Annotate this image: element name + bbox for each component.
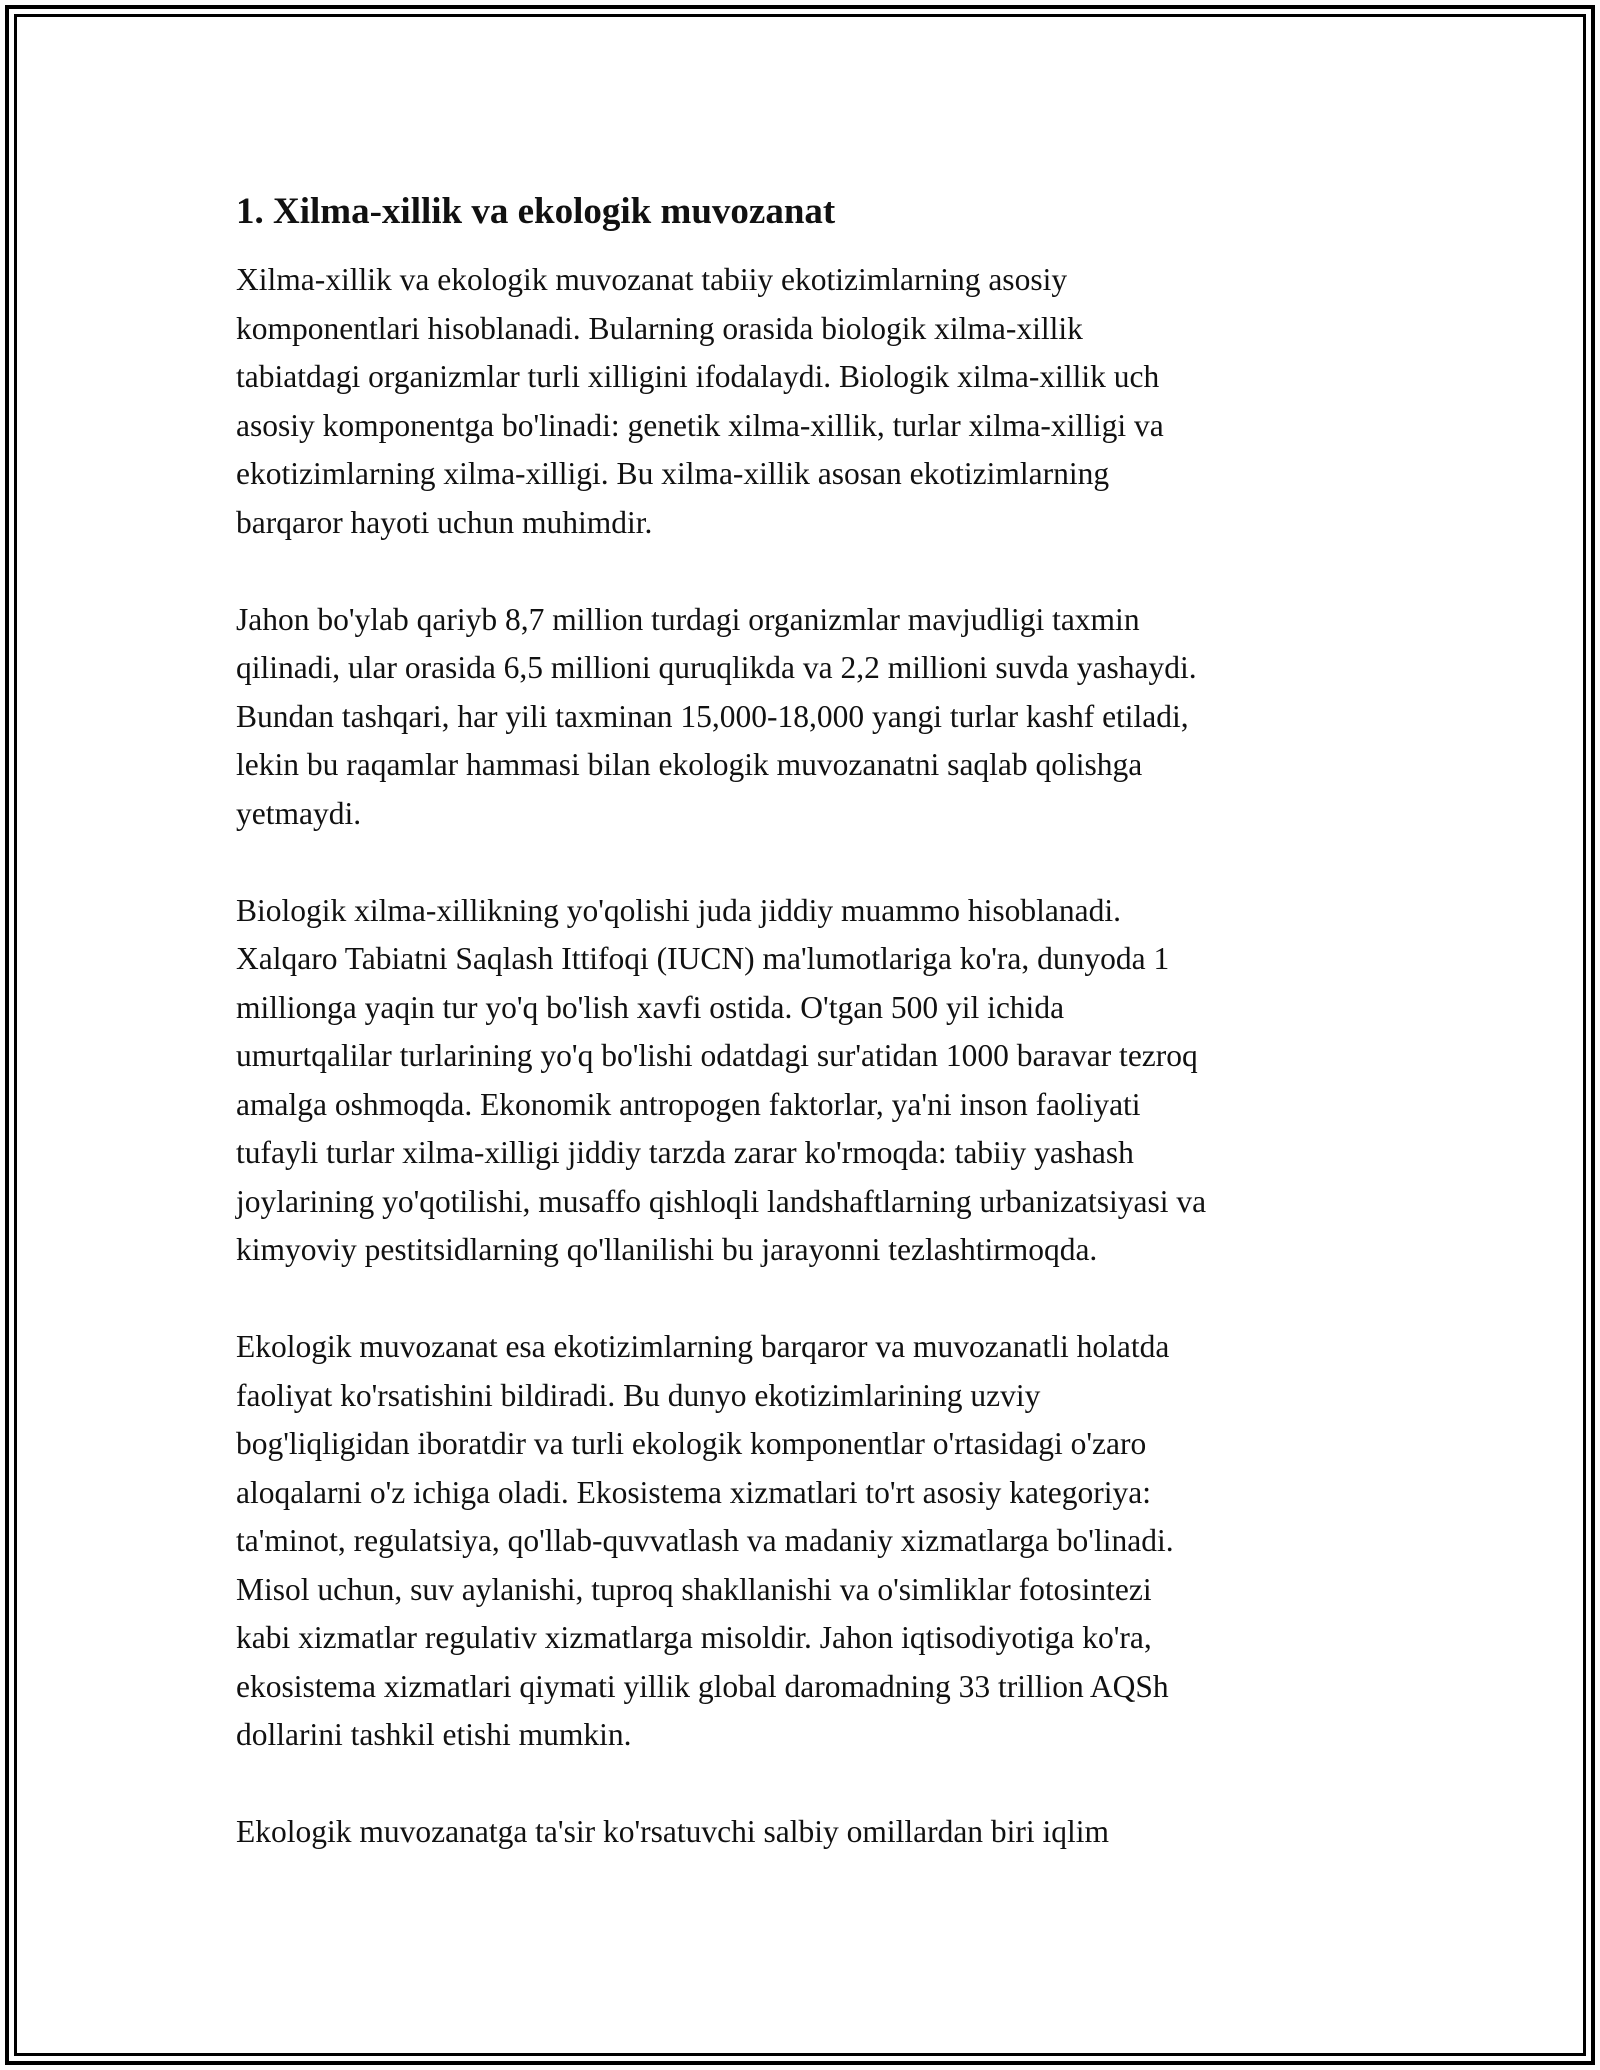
text-line: umurtqalilar turlarining yo'q bo'lishi odatdagi sur'atidan 1000 baravar tezroq <box>236 1038 1198 1073</box>
paragraph-species-count <box>236 596 1381 839</box>
text-line: kimyoviy pestitsidlarning qo'llanilishi bu jarayonni tezlashtirmoqda. <box>236 1232 1098 1267</box>
text-line: amalga oshmoqda. Ekonomik antropogen faktorlar, ya'ni inson faoliyati <box>236 1086 1141 1122</box>
text-line: faoliyat ko'rsatishini bildiradi. Bu dunyo ekotizimlarining uzviy <box>236 1377 1041 1413</box>
text-line: yetmaydi. <box>236 795 362 831</box>
document-body <box>236 188 1381 1905</box>
text-line: Bundan tashqari, har yili taxminan 15,000-18,000 yangi turlar kashf etiladi, <box>236 698 1189 734</box>
text-line: Ekologik muvozanatga ta'sir ko'rsatuvchi salbiy omillardan biri iqlim <box>236 1814 1110 1849</box>
text-line: bog'liqligidan iboratdir va turli ekologik komponentlar o'rtasidagi o'zaro <box>236 1426 1147 1461</box>
text-line: Xilma-xillik va ekologik muvozanat tabiiy ekotizimlarning asosiy <box>236 262 1068 297</box>
text-line: aloqalarni o'z ichiga oladi. Ekosistema xizmatlari to'rt asosiy kategoriya: <box>236 1474 1151 1510</box>
text-line: kabi xizmatlar regulativ xizmatlarga misoldir. Jahon iqtisodiyotiga ko'ra, <box>236 1620 1152 1655</box>
text-line: Misol uchun, suv aylanishi, tuproq shakllanishi va o'simliklar fotosintezi <box>236 1571 1152 1607</box>
text-line: tabiatdagi organizmlar turli xilligini ifodalaydi. Biologik xilma-xillik uch <box>236 359 1160 394</box>
paragraph-negative-factors <box>236 1808 1381 1857</box>
section-heading: 1. Xilma-xillik va ekologik muvozanat <box>236 191 836 232</box>
text-line: millionga yaqin tur yo'q bo'lish xavfi ostida. O'tgan 500 yil ichida <box>236 989 1065 1025</box>
text-line: qilinadi, ular orasida 6,5 millioni quruqlikda va 2,2 millioni suvda yashaydi. <box>236 650 1197 685</box>
text-line: tufayli turlar xilma-xilligi jiddiy tarzda zarar ko'rmoqda: tabiiy yashash <box>236 1135 1134 1170</box>
text-line: dollarini tashkil etishi mumkin. <box>236 1717 632 1752</box>
paragraph-biodiversity-loss <box>236 887 1381 1275</box>
paragraph-biodiversity-intro <box>236 256 1381 547</box>
text-line: Biologik xilma-xillikning yo'qolishi juda jiddiy muammo hisoblanadi. <box>236 892 1122 928</box>
text-line: ta'minot, regulatsiya, qo'llab-quvvatlash va madaniy xizmatlarga bo'linadi. <box>236 1523 1174 1558</box>
text-line: ekosistema xizmatlari qiymati yillik global daromadning 33 trillion AQSh <box>236 1668 1169 1704</box>
paragraph-ecological-balance <box>236 1323 1381 1760</box>
text-line: barqaror hayoti uchun muhimdir. <box>236 504 653 540</box>
text-line: ekotizimlarning xilma-xilligi. Bu xilma-xillik asosan ekotizimlarning <box>236 456 1110 491</box>
text-line: Jahon bo'ylab qariyb 8,7 million turdagi organizmlar mavjudligi taxmin <box>236 601 1140 637</box>
text-line: asosiy komponentga bo'linadi: genetik xilma-xillik, turlar xilma-xilligi va <box>236 407 1164 443</box>
text-line: lekin bu raqamlar hammasi bilan ekologik muvozanatni saqlab qolishga <box>236 747 1143 782</box>
text-line: joylarining yo'qotilishi, musaffo qishloqli landshaftlarning urbanizatsiyasi va <box>236 1183 1207 1219</box>
text-line: Ekologik muvozanat esa ekotizimlarning barqaror va muvozanatli holatda <box>236 1329 1170 1364</box>
text-line: Xalqaro Tabiatni Saqlash Ittifoqi (IUCN) ma'lumotlariga ko'ra, dunyoda 1 <box>236 941 1170 976</box>
text-line: komponentlari hisoblanadi. Bularning orasida biologik xilma-xillik <box>236 310 1083 346</box>
